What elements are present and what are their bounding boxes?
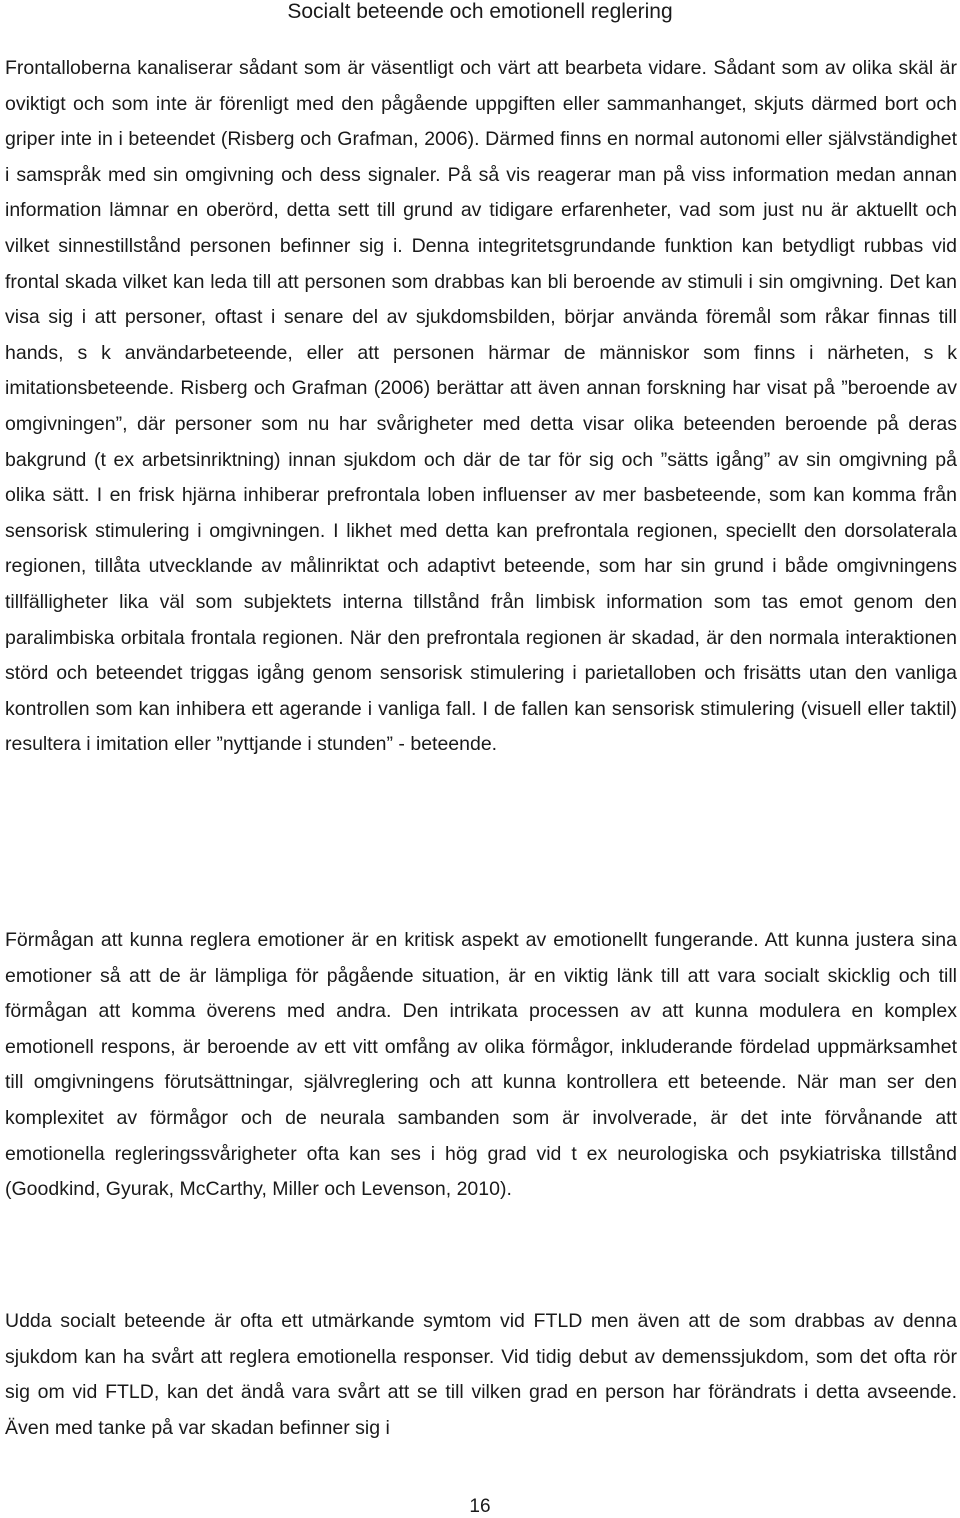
page-number: 16	[469, 1496, 491, 1517]
body-paragraph-1: Frontalloberna kanaliserar sådant som är väsentligt och värt att bearbeta vidare. Sådant som av olika skäl är oviktigt och som inte är förenligt med den pågående uppgiften eller sammanhanget, skjuts därmed bort och griper inte in i beteendet (Risberg och Grafman, 2006). Därmed finns en normal autonomi eller självständighet i samspråk med sin omgivning och dess signaler. På så vis reagerar man på viss information medan annan information lämnar en oberörd, detta sett till grund av tidigare erfarenheter, vad som just nu är aktuellt och vilket sinnestillstånd personen befinner sig i. Denna integritetsgrundande funktion kan betydligt rubbas vid frontal skada vilket kan leda till att personen som drabbas kan bli beroende av stimuli i sin omgivning. Det kan visa sig i att personer, oftast i senare del av sjukdomsbilden, börjar använda föremål som råkar finnas till hands, s k användarbeteende, eller att personen härmar de människor som finns i närheten, s k imitationsbeteende. Risberg och Grafman (2006) berättar att även annan forskning har visat på ”beroende av omgivningen”, där personer som nu har svårigheter med detta visar olika beteenden beroende på deras bakgrund (t ex arbetsinriktning) innan sjukdom och där de tar för sig och ”sätts igång” av sin omgivning på olika sätt. I en frisk hjärna inhiberar prefrontala loben influenser av mer basbeteende, som kan komma från sensorisk stimulering i omgivningen. I likhet med detta kan prefrontala regionen, speciellt den dorsolaterala regionen, tillåta utvecklande av målinriktat och adaptivt beteende, som har sin grund i både omgivningens tillfälligheter lika väl som subjektets interna tillstånd från limbisk information som tas emot genom den paralimbiska orbitala frontala regionen. När den prefrontala regionen är skadad, är den normala interaktionen störd och beteendet triggas igång genom sensorisk stimulering i parietalloben och frisätts utan den vanliga kontrollen som kan inhibera ett agerande i vanliga fall. I de fallen kan sensorisk stimulering (visuell eller taktil) resultera i imitation eller ”nyttjande i stunden” - beteende.	[5, 57, 957, 756]
running-header: Socialt beteende och emotionell reglering	[287, 0, 673, 23]
body-paragraph-2: Förmågan att kunna reglera emotioner är en kritisk aspekt av emotionellt fungerande. Att kunna justera sina emotioner så att de är lämpliga för pågående situation, är en viktig länk till att vara socialt skicklig och till förmågan att komma överens med andra. Den intrikata processen av att kunna modulera en komplex emotionell respons, är beroende av ett vitt omfång av olika förmågor, inkluderande fördelad uppmärksamhet till omgivningens förutsättningar, självreglering och att kunna kontrollera ett beteende. När man ser den komplexitet av förmågor och de neurala sambanden som är involverade, är det inte förvånande att emotionella regleringssvårigheter ofta kan ses i hög grad vid t ex neurologiska och psykiatriska tillstånd (Goodkind, Gyurak, McCarthy, Miller och Levenson, 2010).	[5, 929, 957, 1201]
body-paragraph-3: Udda socialt beteende är ofta ett utmärkande symtom vid FTLD men även att de som drabbas av denna sjukdom kan ha svårt att reglera emotionella responser. Vid tidig debut av demenssjukdom, som det ofta rör sig om vid FTLD, kan det ändå vara svårt att se till vilken grad en person har förändrats i detta avseende. Även med tanke på var skadan befinner sig i	[5, 1310, 957, 1439]
